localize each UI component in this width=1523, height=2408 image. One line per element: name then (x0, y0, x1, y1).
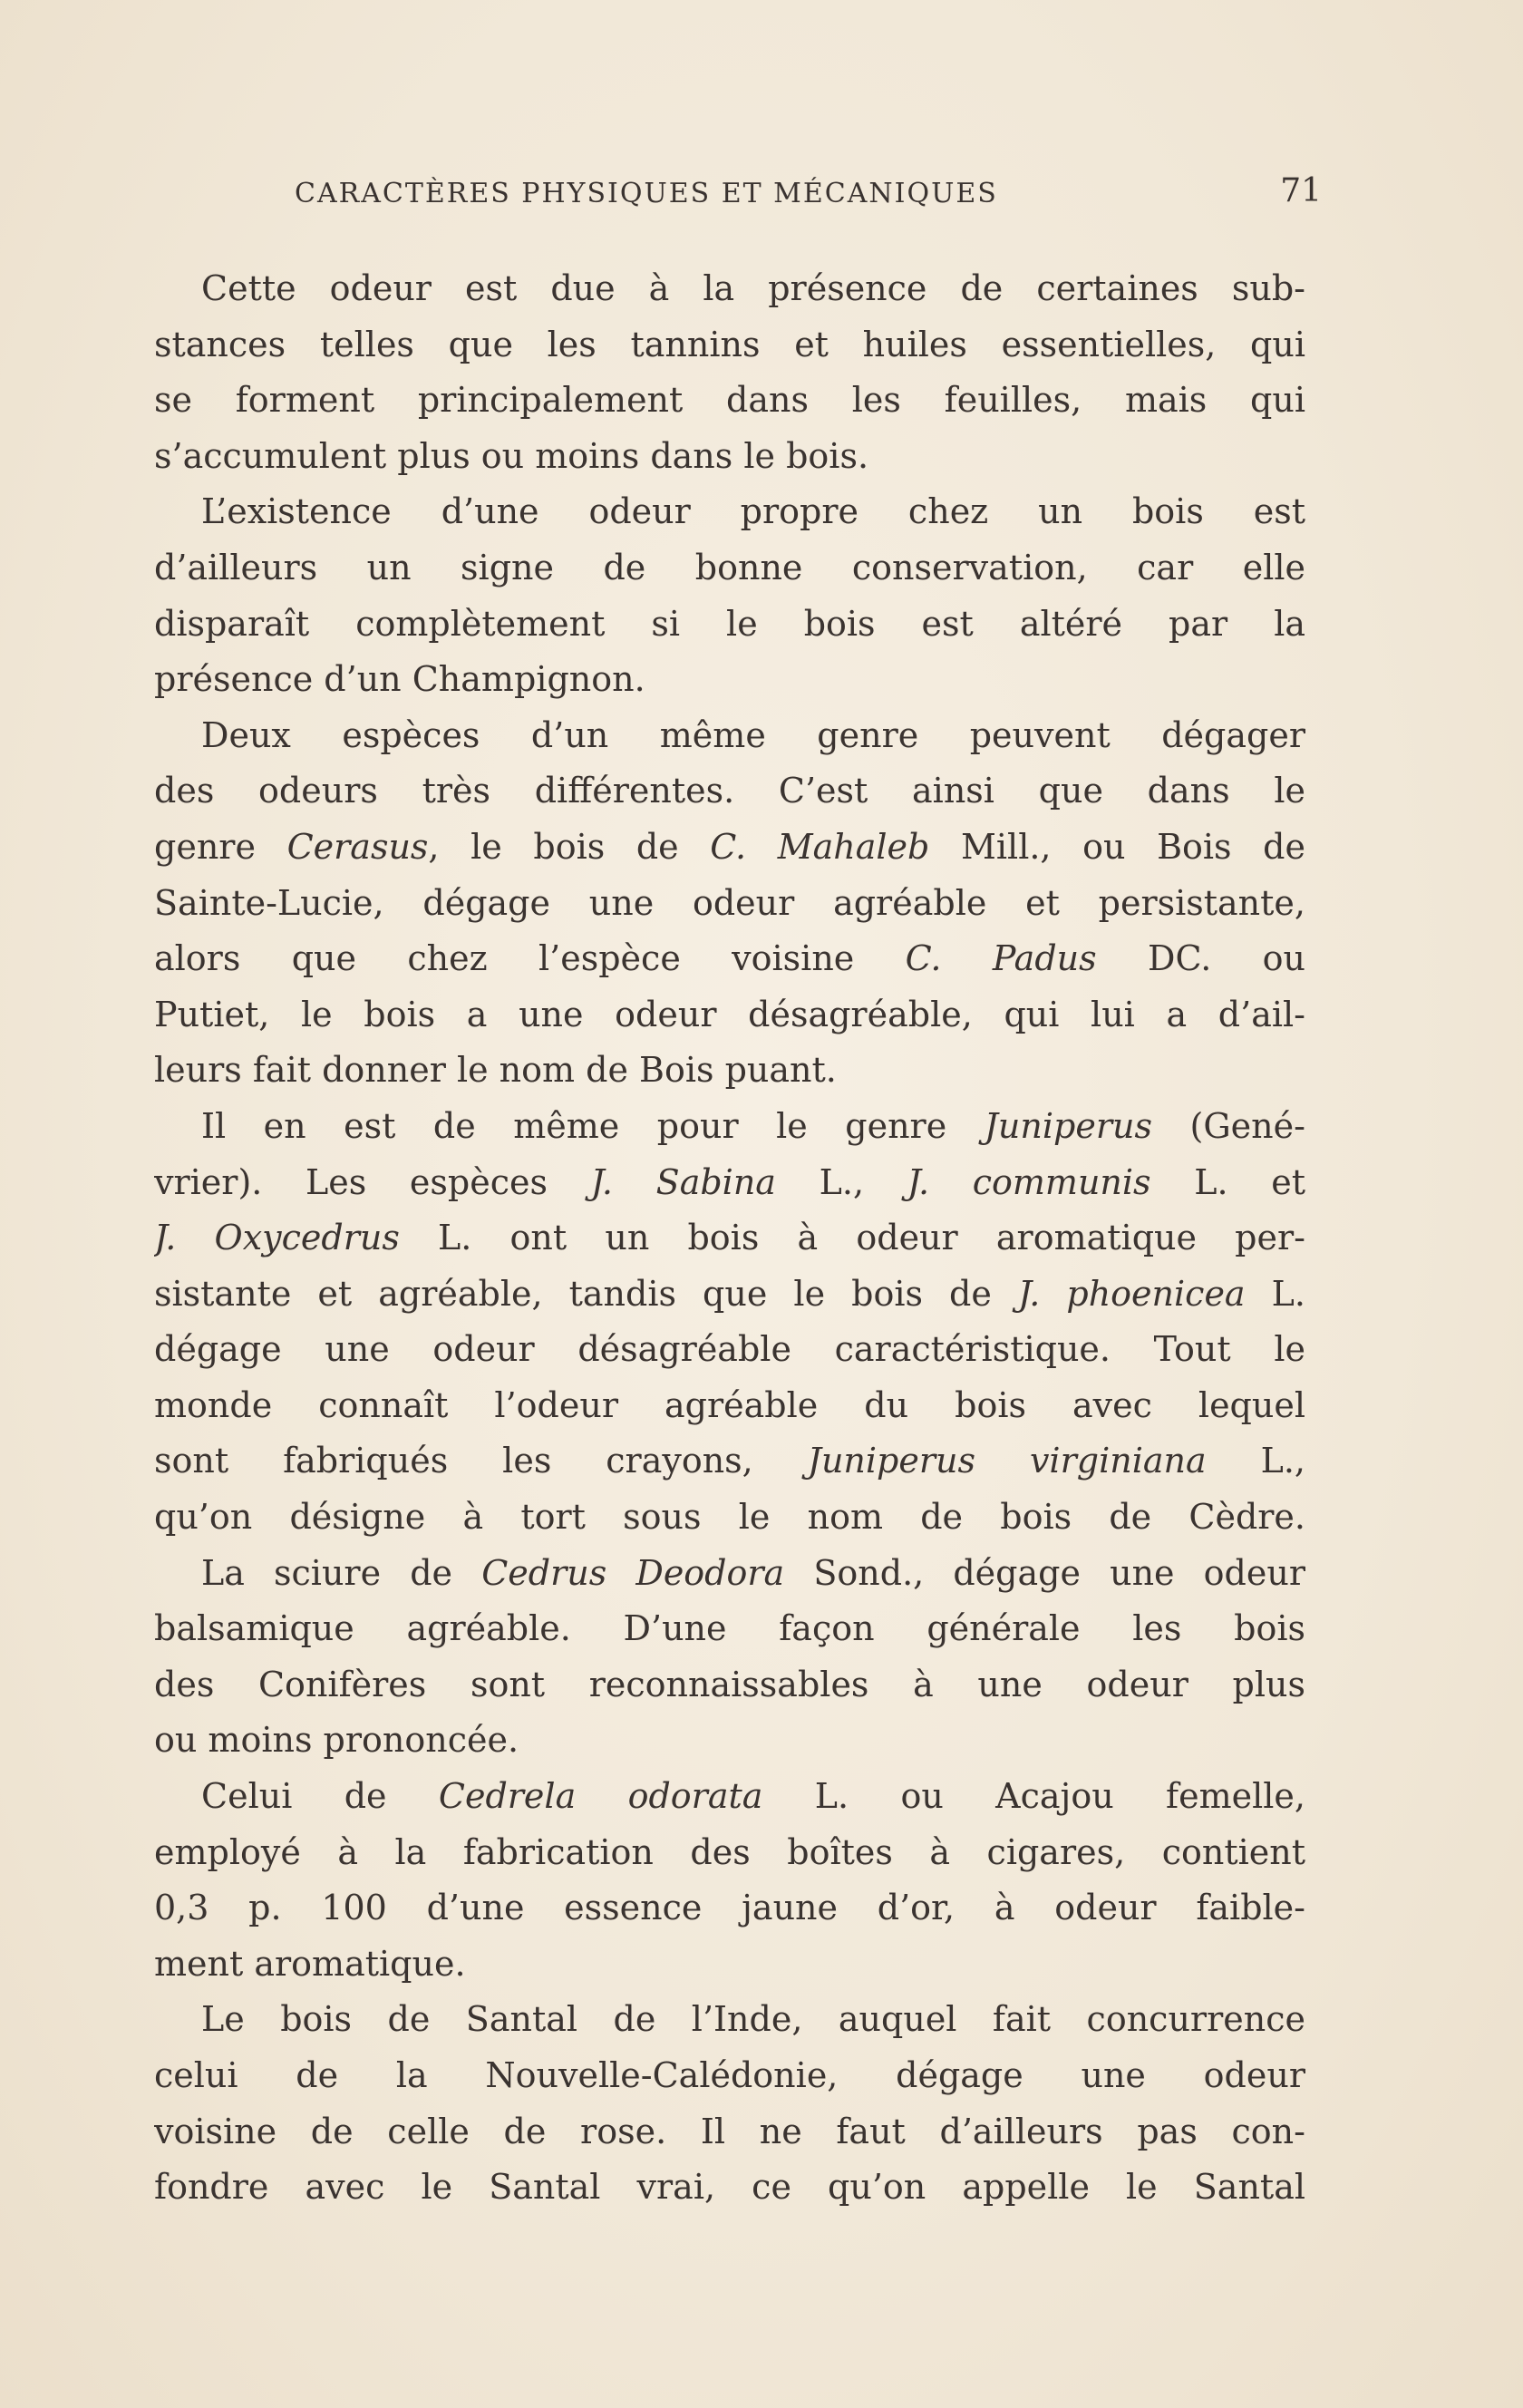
text-line: leurs fait donner le nom de Bois puant. (154, 1050, 837, 1091)
text-line: disparaît complètement si le bois est altéré par la (154, 603, 1305, 644)
text-line: des odeurs très différentes. C’est ainsi que dans le (154, 771, 1305, 811)
text-line: dégage une odeur désagréable caractéristique. Tout le (154, 1329, 1305, 1370)
text-line: employé à la fabrication des boîtes à cigares, contient (154, 1831, 1305, 1872)
text-line: Cette odeur est due à la présence de certaines sub- (201, 268, 1305, 308)
text-line: présence d’un Champignon. (154, 659, 645, 700)
text-line: Il en est de même pour le genre Juniperus (Gené- (201, 1105, 1305, 1146)
text-line: Celui de Cedrela odorata L. ou Acajou femelle, (201, 1776, 1305, 1817)
text-line: d’ailleurs un signe de bonne conservation, car elle (154, 547, 1305, 587)
page-number: 71 (1280, 172, 1322, 209)
text-line: voisine de celle de rose. Il ne faut d’ailleurs pas con- (154, 2111, 1305, 2151)
text-line: ou moins prononcée. (154, 1720, 519, 1761)
text-line: Deux espèces d’un même genre peuvent dégager (201, 714, 1305, 755)
text-line: L’existence d’une odeur propre chez un bois est (201, 491, 1305, 532)
text-line: Putiet, le bois a une odeur désagréable, qui lui a d’ail- (154, 994, 1305, 1034)
text-line: celui de la Nouvelle-Calédonie, dégage une odeur (154, 2055, 1305, 2095)
text-line: balsamique agréable. D’une façon générale les bois (154, 1608, 1305, 1649)
running-title: CARACTÈRES PHYSIQUES ET MÉCANIQUES (295, 178, 998, 209)
text-line: J. Oxycedrus L. ont un bois à odeur aromatique per- (154, 1218, 1305, 1258)
text-line: alors que chez l’espèce voisine C. Padus DC. ou (154, 938, 1305, 979)
text-line: sistante et agréable, tandis que le bois de J. phoenicea L. (154, 1273, 1305, 1314)
text-line: monde connaît l’odeur agréable du bois avec lequel (154, 1384, 1305, 1425)
text-line: Le bois de Santal de l’Inde, auquel fait concurrence (201, 1999, 1305, 2040)
text-line: qu’on désigne à tort sous le nom de bois de Cèdre. (154, 1497, 1305, 1538)
text-line: fondre avec le Santal vrai, ce qu’on appelle le Santal (154, 2167, 1305, 2208)
text-line: La sciure de Cedrus Deodora Sond., dégage une odeur (201, 1552, 1305, 1593)
body-text (154, 261, 1305, 2216)
text-line: Sainte-Lucie, dégage une odeur agréable et persistante, (154, 882, 1305, 923)
text-line: des Conifères sont reconnaissables à une odeur plus (154, 1664, 1305, 1704)
text-line: genre Cerasus, le bois de C. Mahaleb Mill., ou Bois de (154, 826, 1305, 867)
text-line: sont fabriqués les crayons, Juniperus virginiana L., (154, 1441, 1305, 1481)
text-line: 0,3 p. 100 d’une essence jaune d’or, à odeur faible- (154, 1888, 1305, 1928)
text-line: vrier). Les espèces J. Sabina L., J. communis L. et (154, 1161, 1305, 1202)
text-line: ment aromatique. (154, 1943, 466, 1984)
running-head (154, 172, 1322, 218)
text-line: se forment principalement dans les feuilles, mais qui (154, 380, 1305, 421)
text-line: s’accumulent plus ou moins dans le bois. (154, 435, 869, 476)
text-line: stances telles que les tannins et huiles essentielles, qui (154, 324, 1305, 364)
